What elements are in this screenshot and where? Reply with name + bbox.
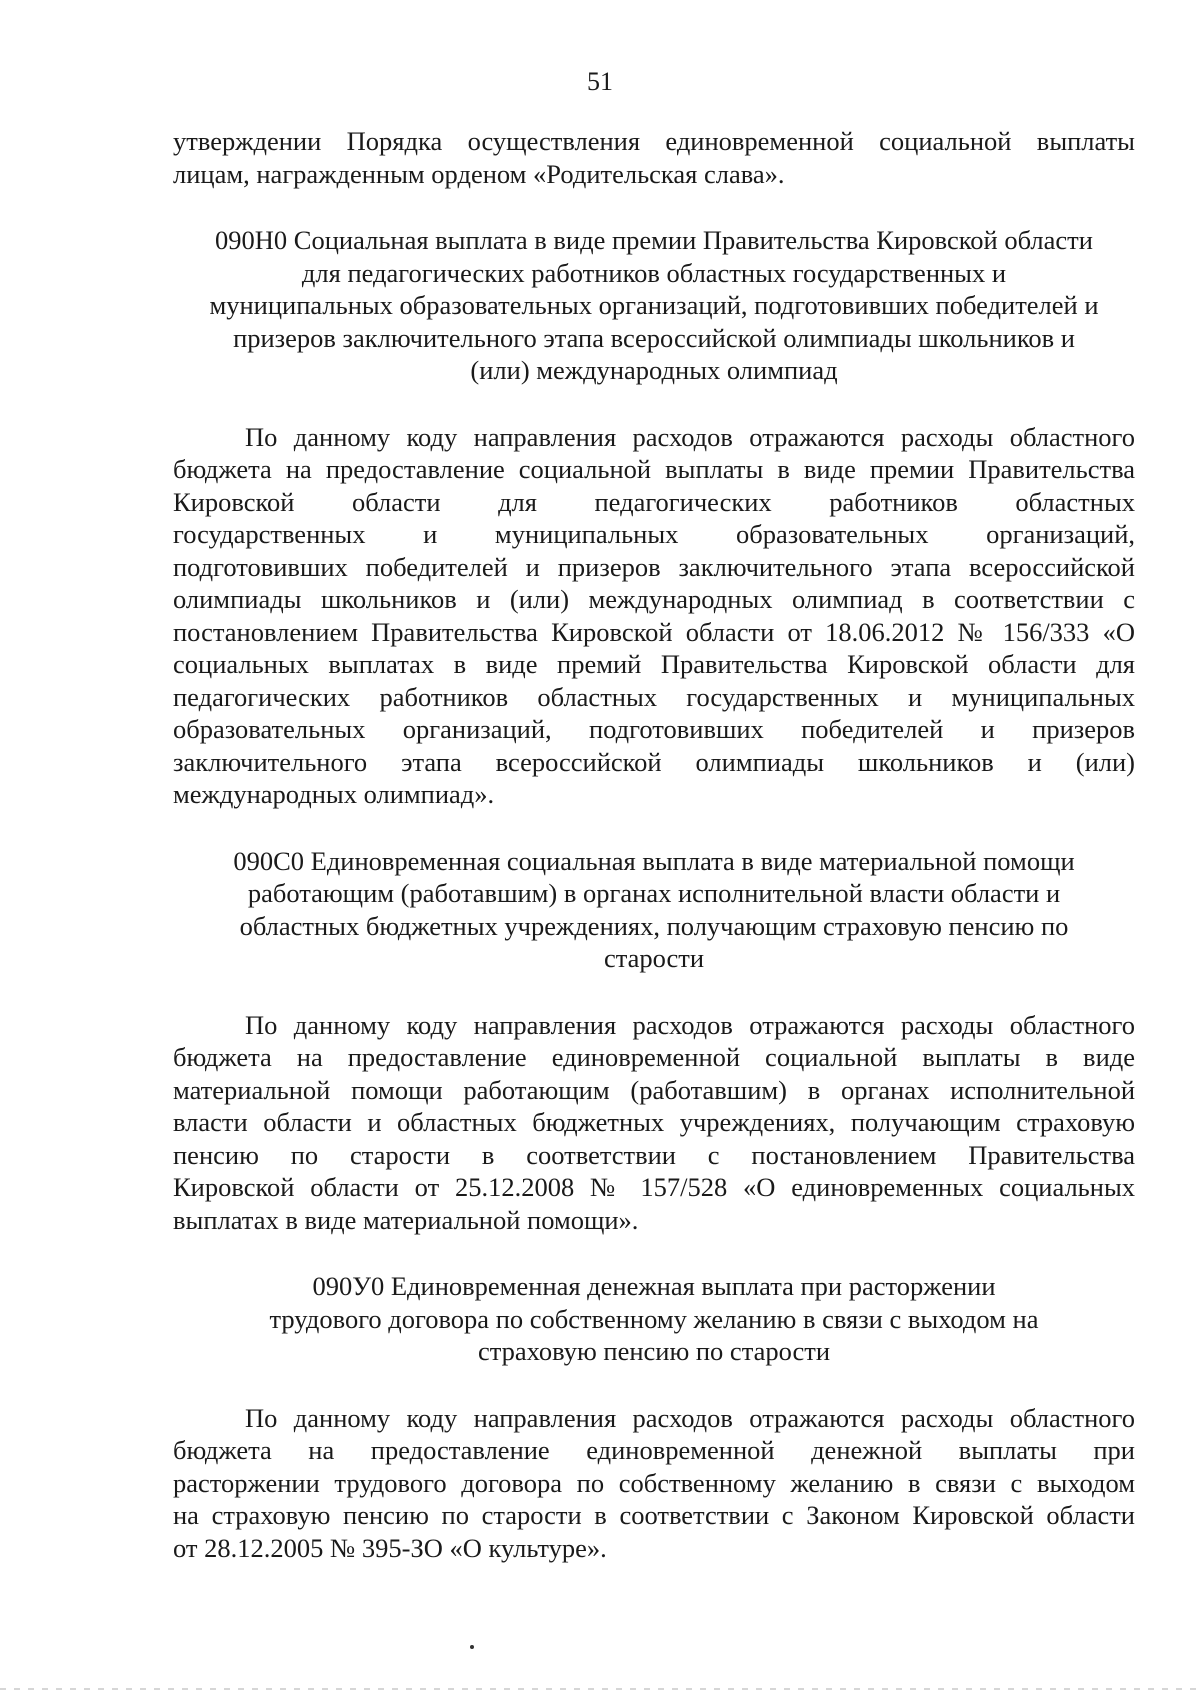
text-line: По данному коду направления расходов отражаются расходы областного — [245, 1009, 1135, 1040]
text-line: Кировской области от 25.12.2008 № 157/528 «О единовременных социальных — [173, 1172, 1135, 1202]
section-heading-090U0 — [173, 1270, 1135, 1368]
text-line: олимпиады школьников и (или) международных олимпиад в соответствии с — [173, 584, 1135, 614]
text-line: от 28.12.2005 № 395-ЗО «О культуре». — [173, 1532, 607, 1563]
text-line: государственных и муниципальных образовательных организаций, — [173, 519, 1135, 549]
text-line: пенсию по старости в соответствии с постановлением Правительства — [173, 1139, 1135, 1170]
scan-artifact-edge — [0, 1688, 1200, 1690]
heading-line: для педагогических работников областных государственных и — [301, 257, 1007, 288]
heading-line: работающим (работавшим) в органах исполнительной власти области и — [247, 878, 1061, 908]
heading-line: 090У0 Единовременная денежная выплата при расторжении — [312, 1271, 996, 1301]
section-body-090U0 — [173, 1402, 1135, 1565]
text-line: материальной помощи работающим (работавшим) в органах исполнительной — [173, 1074, 1135, 1105]
heading-line: (или) международных олимпиад — [470, 355, 838, 385]
text-line: По данному коду направления расходов отражаются расходы областного — [245, 421, 1135, 452]
text-line: на страховую пенсию по старости в соответствии с Законом Кировской области — [173, 1500, 1135, 1530]
section-heading-090H0 — [173, 224, 1135, 387]
text-line: лицам, награжденным орденом «Родительская слава». — [173, 158, 785, 189]
heading-line: трудового договора по собственному желанию в связи с выходом на — [269, 1303, 1039, 1334]
document-body — [173, 125, 1135, 1564]
text-line: бюджета на предоставление социальной выплаты в виде премии Правительства — [173, 454, 1135, 484]
text-line: Кировской области для педагогических работников областных — [173, 486, 1135, 517]
heading-line: 090Н0 Социальная выплата в виде премии Правительства Кировской области — [215, 225, 1093, 255]
heading-line: муниципальных образовательных организаций, подготовивших победителей и — [209, 290, 1099, 320]
heading-line: областных бюджетных учреждениях, получающим страховую пенсию по — [239, 910, 1069, 941]
text-line: выплатах в виде материальной помощи». — [173, 1204, 639, 1235]
text-line: По данному коду направления расходов отражаются расходы областного — [245, 1402, 1135, 1433]
text-line: образовательных организаций, подготовивших победителей и призеров — [173, 714, 1135, 744]
text-line: международных олимпиад». — [173, 779, 495, 809]
heading-line: старости — [603, 943, 705, 973]
heading-line: 090С0 Единовременная социальная выплата в виде материальной помощи — [233, 845, 1075, 876]
section-body-090C0 — [173, 1009, 1135, 1237]
text-line: расторжении трудового договора по собственному желанию в связи с выходом — [173, 1467, 1135, 1498]
text-line: постановлением Правительства Кировской области от 18.06.2012 № 156/333 «О — [173, 616, 1135, 647]
text-line: педагогических работников областных государственных и муниципальных — [173, 681, 1135, 712]
text-line: власти области и областных бюджетных учреждениях, получающим страховую — [173, 1107, 1135, 1137]
intro-paragraph — [173, 125, 1135, 190]
text-line: социальных выплатах в виде премий Правительства Кировской области для — [173, 649, 1135, 679]
heading-line: призеров заключительного этапа всероссийской олимпиады школьников и — [233, 322, 1075, 353]
text-line: заключительного этапа всероссийской олимпиады школьников и (или) — [173, 746, 1135, 777]
section-heading-090C0 — [173, 845, 1135, 975]
text-line: бюджета на предоставление единовременной социальной выплаты в виде — [173, 1042, 1135, 1072]
text-line: утверждении Порядка осуществления единовременной социальной выплаты — [173, 126, 1135, 156]
text-line: бюджета на предоставление единовременной денежной выплаты при — [173, 1435, 1135, 1465]
text-line: подготовивших победителей и призеров заключительного этапа всероссийской — [173, 551, 1135, 582]
heading-line: страховую пенсию по старости — [477, 1336, 831, 1366]
section-body-090H0 — [173, 421, 1135, 811]
scan-artifact-dot — [470, 1645, 474, 1649]
page-number: 51 — [587, 67, 613, 96]
